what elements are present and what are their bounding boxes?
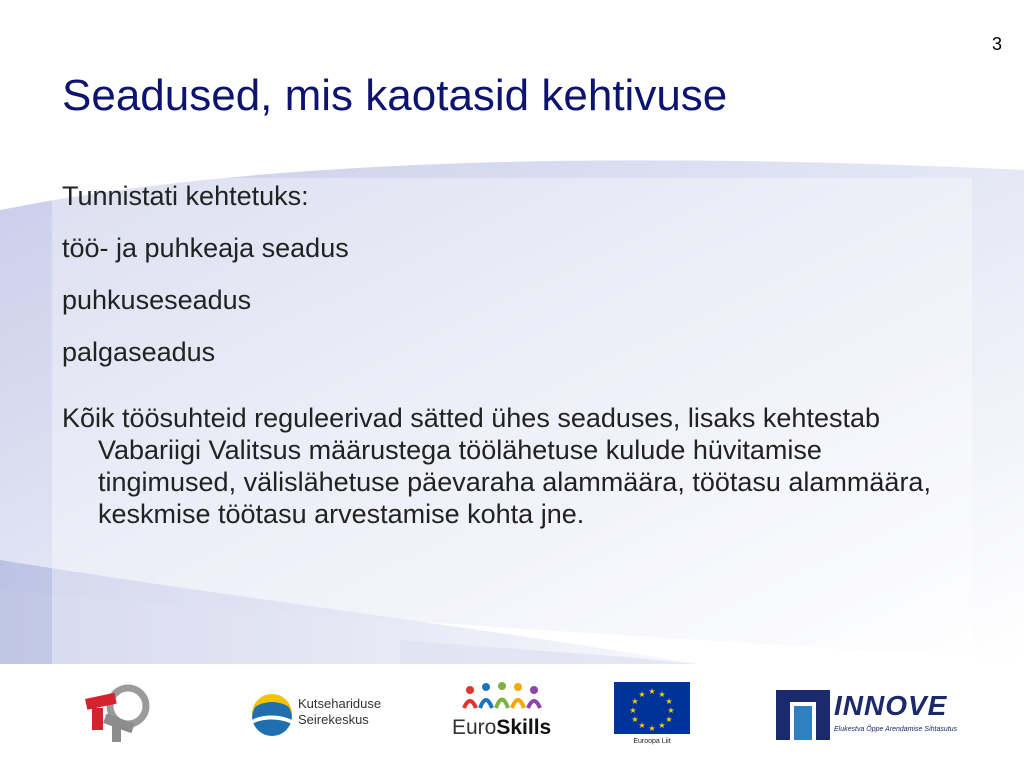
seirekeskus-line2: Seirekeskus bbox=[298, 712, 369, 727]
svg-text:★: ★ bbox=[638, 721, 646, 730]
body-paragraph: Kõik töösuhteid reguleerivad sätted ühes seaduses, lisaks kehtestab Vabariigi Valitsus määrustega töölähetuse kulude hüvitamise tingimused, välislähetuse päevaraha alammäära, töötasu alammäära, keskmise töötasu arvestamise kohta jne. bbox=[62, 403, 931, 529]
svg-text:★: ★ bbox=[665, 715, 673, 724]
body-line: töö- ja puhkeaja seadus bbox=[62, 233, 349, 263]
innove-name: INNOVE bbox=[834, 690, 948, 721]
svg-text:★: ★ bbox=[667, 706, 675, 715]
svg-text:★: ★ bbox=[638, 690, 646, 699]
slide-title: Seadused, mis kaotasid kehtivuse bbox=[62, 71, 728, 120]
svg-text:★: ★ bbox=[658, 690, 666, 699]
key-ring-logo bbox=[82, 682, 158, 744]
euroskills-logo bbox=[452, 716, 551, 740]
seirekeskus-line1: Kutsehariduse bbox=[298, 696, 382, 711]
innove-emblem-icon bbox=[776, 690, 830, 740]
euroskills-skills: Skills bbox=[496, 716, 552, 739]
seirekeskus-emblem-icon bbox=[250, 694, 294, 738]
svg-text:★: ★ bbox=[648, 687, 656, 696]
eu-flag-icon bbox=[614, 682, 690, 734]
body-line: palgaseadus bbox=[62, 337, 216, 367]
euroskills-euro: Euro bbox=[452, 716, 497, 739]
slide-body bbox=[62, 180, 962, 530]
svg-text:★: ★ bbox=[648, 724, 656, 733]
svg-text:★: ★ bbox=[629, 706, 637, 715]
innove-tagline: Elukestva Õppe Arendamise Sihtasutus bbox=[834, 726, 958, 733]
body-line: puhkuseseadus bbox=[62, 285, 252, 315]
page-number: 3 bbox=[991, 34, 1002, 54]
logo-bar bbox=[0, 664, 1024, 768]
euroskills-figures-icon bbox=[456, 682, 546, 712]
seirekeskus-logo bbox=[298, 696, 381, 728]
svg-text:★: ★ bbox=[665, 697, 673, 706]
svg-text:★: ★ bbox=[631, 715, 639, 724]
svg-text:★: ★ bbox=[658, 721, 666, 730]
svg-text:★: ★ bbox=[631, 697, 639, 706]
eu-caption: Euroopa Liit bbox=[633, 738, 671, 745]
body-line: Tunnistati kehtetuks: bbox=[62, 181, 309, 211]
